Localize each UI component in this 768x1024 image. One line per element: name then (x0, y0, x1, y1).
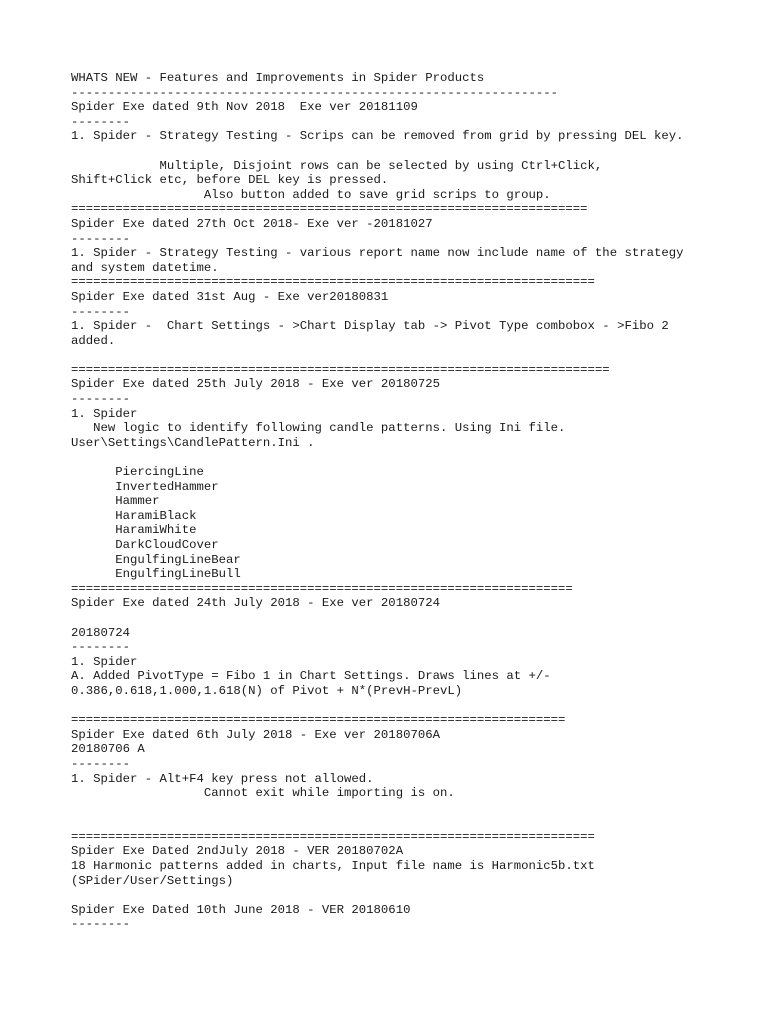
text-line: 1. Spider - Chart Settings - >Chart Display tab -> Pivot Type combobox - >Fibo 2 (71, 319, 669, 334)
text-line: -------- (71, 392, 131, 407)
text-line: ========================================================================= (71, 362, 610, 377)
text-line: InvertedHammer (71, 479, 219, 494)
text-line (71, 699, 761, 714)
text-line: ==================================================================== (71, 581, 573, 596)
text-line: added. (71, 333, 116, 348)
text-line: -------- (71, 917, 131, 932)
text-line (71, 348, 761, 363)
text-line: 18 Harmonic patterns added in charts, Input file name is Harmonic5b.txt (71, 859, 595, 874)
text-line: (SPider/User/Settings) (71, 873, 234, 888)
text-line: HaramiBlack (71, 508, 197, 523)
text-line: Spider Exe dated 6th July 2018 - Exe ver 20180706A (71, 727, 440, 742)
text-line: -------- (71, 756, 131, 771)
text-line: Spider Exe Dated 2ndJuly 2018 - VER 20180702A (71, 844, 404, 859)
text-line: A. Added PivotType = Fibo 1 in Chart Settings. Draws lines at +/- (71, 669, 551, 684)
text-line: Spider Exe Dated 10th June 2018 - VER 20180610 (71, 902, 411, 917)
text-line: Also button added to save grid scrips to group. (71, 187, 551, 202)
text-line: 0.386,0.618,1.000,1.618(N) of Pivot + N*(PrevH-PrevL) (71, 683, 463, 698)
text-line: 1. Spider (71, 654, 138, 669)
text-line: Spider Exe dated 24th July 2018 - Exe ver 20180724 (71, 596, 440, 611)
text-line: ======================================================================= (71, 275, 595, 290)
text-line: User\Settings\CandlePattern.Ini . (71, 435, 315, 450)
text-line: HaramiWhite (71, 523, 197, 538)
text-line (71, 611, 761, 626)
text-line: 1. Spider (71, 406, 138, 421)
text-line: Cannot exit while importing is on. (71, 786, 455, 801)
text-line: ------------------------------------------------------------------ (71, 85, 559, 100)
text-line: PiercingLine (71, 465, 204, 480)
text-line: New logic to identify following candle patterns. Using Ini file. (71, 421, 566, 436)
text-line: Spider Exe dated 31st Aug - Exe ver20180831 (71, 289, 389, 304)
changelog-text (71, 71, 761, 932)
text-line (71, 801, 761, 816)
text-line: -------- (71, 114, 131, 129)
text-line: Spider Exe dated 25th July 2018 - Exe ver 20180725 (71, 377, 440, 392)
text-line: DarkCloudCover (71, 538, 219, 552)
text-line: Multiple, Disjoint rows can be selected by using Ctrl+Click, (71, 158, 603, 173)
text-line: =================================================================== (71, 713, 566, 728)
text-line: 20180706 A (71, 742, 145, 757)
text-line: -------- (71, 640, 131, 655)
text-line: -------- (71, 231, 131, 246)
text-line: Spider Exe dated 9th Nov 2018 Exe ver 20181109 (71, 100, 418, 115)
text-line: ====================================================================== (71, 202, 588, 217)
text-line (71, 888, 761, 903)
text-line: 20180724 (71, 625, 131, 640)
text-line: Hammer (71, 494, 160, 509)
text-line (71, 144, 761, 159)
text-line (71, 450, 761, 465)
text-line: 1. Spider - Strategy Testing - Scrips can be removed from grid by pressing DEL key. (71, 129, 684, 144)
text-line: ======================================================================= (71, 829, 595, 844)
text-line: 1. Spider - Strategy Testing - various report name now include name of the strategy (71, 246, 684, 261)
text-line (71, 815, 761, 830)
text-line: -------- (71, 304, 131, 319)
text-line: EngulfingLineBear (71, 552, 241, 567)
text-line: Spider Exe dated 27th Oct 2018- Exe ver -20181027 (71, 216, 433, 231)
text-line: EngulfingLineBull (71, 567, 241, 582)
text-line: and system datetime. (71, 260, 219, 275)
text-line: WHATS NEW - Features and Improvements in Spider Products (71, 71, 485, 85)
text-line: Shift+Click etc, before DEL key is pressed. (71, 173, 389, 188)
text-line: 1. Spider - Alt+F4 key press not allowed. (71, 771, 374, 786)
